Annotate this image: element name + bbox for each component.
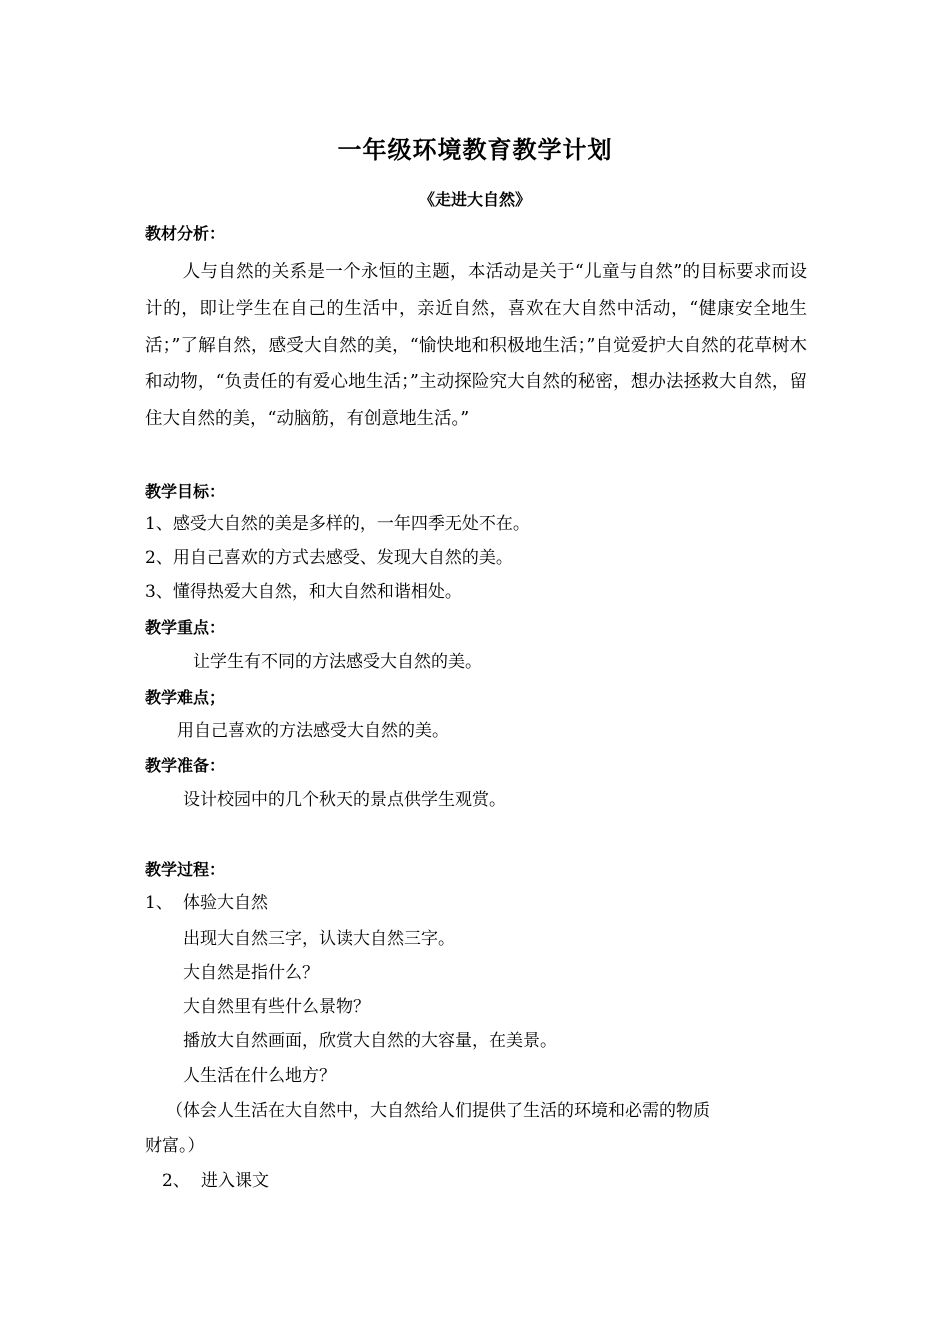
- document-subtitle: 《走进大自然》: [418, 190, 531, 209]
- step-1-line: 大自然是指什么？: [183, 963, 319, 983]
- key-point-text: 让学生有不同的方法感受大自然的美。: [193, 652, 482, 672]
- step-1-note: （体会人生活在大自然中，大自然给人们提供了生活的环境和必需的物质: [166, 1101, 710, 1121]
- step-1-line: 出现大自然三字，认读大自然三字。: [183, 929, 455, 949]
- key-point-heading: 教学重点：: [145, 618, 226, 637]
- preparation-heading: 教学准备：: [145, 756, 226, 775]
- step-1-title: 体验大自然: [183, 893, 268, 913]
- step-1-number: 1、: [145, 893, 173, 913]
- analysis-paragraph: 人与自然的关系是一个永恒的主题，本活动是关于“儿童与自然”的目标要求而设计的，即让学生在自己的生活中，亲近自然，喜欢在大自然中活动，“健康安全地生活；”了解自然，感受大自然的美，“愉快地和积极地生活；”自觉爱护大自然的花草树木和动物，“负责任的有爱心地生活；”主动探险究大自然的秘密，想办法拯救大自然，留住大自然的美，“动脑筋，有创意地生活。”: [145, 262, 807, 430]
- step-2-title: 进入课文: [201, 1171, 269, 1191]
- step-1-line: 大自然里有些什么景物？: [183, 997, 370, 1017]
- difficulty-text: 用自己喜欢的方法感受大自然的美。: [177, 721, 449, 741]
- analysis-heading: 教材分析：: [145, 224, 226, 243]
- step-1-line: 人生活在什么地方？: [183, 1066, 336, 1086]
- step-2-number: 2、: [162, 1171, 190, 1191]
- process-heading: 教学过程：: [145, 860, 226, 879]
- step-1-note-continued: 财富。）: [145, 1136, 205, 1156]
- goals-heading: 教学目标：: [145, 482, 226, 501]
- document-title: 一年级环境教育教学计划: [337, 136, 613, 164]
- goal-item-3: 3、懂得热爱大自然，和大自然和谐相处。: [145, 582, 462, 602]
- preparation-text: 设计校园中的几个秋天的景点供学生观赏。: [183, 790, 506, 810]
- step-1-line: 播放大自然画面，欣赏大自然的大容量，在美景。: [183, 1031, 557, 1051]
- difficulty-heading: 教学难点；: [145, 688, 226, 707]
- goal-item-2: 2、用自己喜欢的方式去感受、发现大自然的美。: [145, 548, 513, 568]
- goal-item-1: 1、感受大自然的美是多样的，一年四季无处不在。: [145, 514, 530, 534]
